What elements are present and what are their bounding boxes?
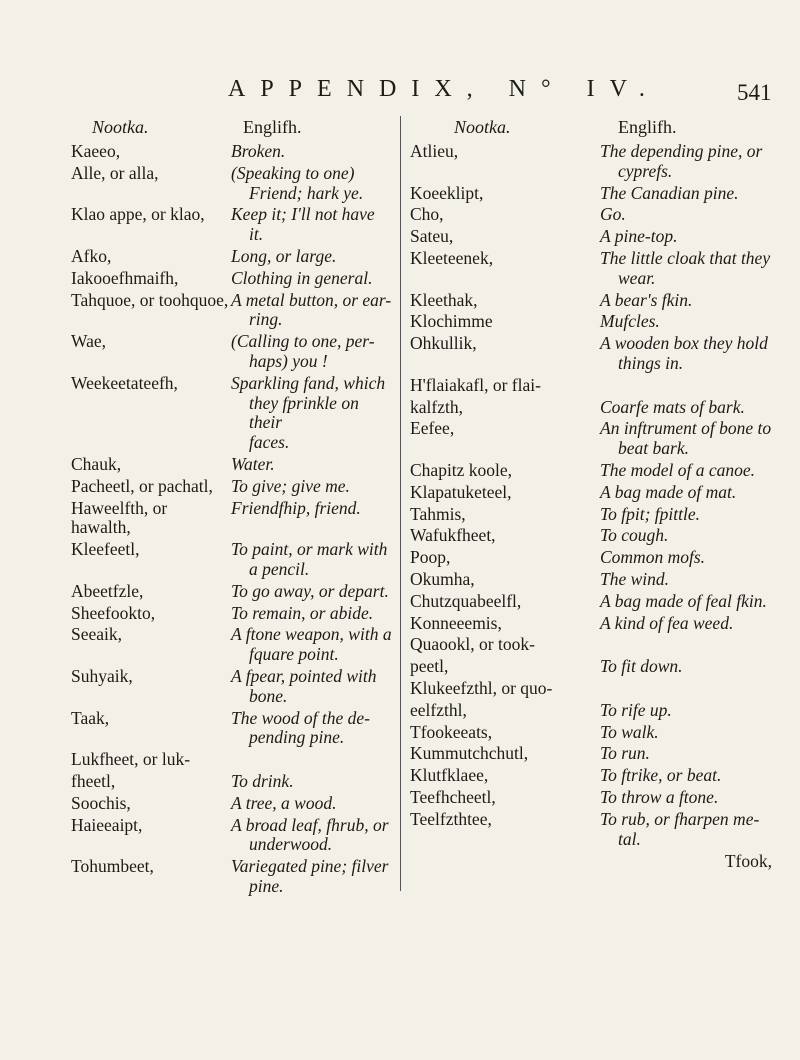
nootka-word: Kleethak, bbox=[410, 289, 478, 310]
gloss-line: Long, or large. bbox=[231, 245, 337, 266]
english-gloss bbox=[541, 376, 782, 396]
gloss-line: A bag made of mat. bbox=[600, 481, 737, 502]
gloss-line: underwood. bbox=[249, 834, 333, 855]
gloss-line: Common mofs. bbox=[600, 547, 706, 568]
nootka-word: Weekeetateefh, bbox=[71, 372, 178, 393]
gloss-line: A bear's fkin. bbox=[600, 289, 693, 310]
english-gloss bbox=[229, 540, 396, 580]
english-gloss bbox=[229, 772, 396, 792]
nootka-word: Sheefookto, bbox=[71, 602, 156, 623]
gloss-line: A pine-top. bbox=[600, 226, 678, 247]
vocabulary-entry bbox=[410, 744, 782, 764]
english-gloss bbox=[229, 374, 396, 453]
nootka-word: Wae, bbox=[71, 331, 107, 352]
english-gloss bbox=[229, 291, 396, 331]
gloss-line: To go away, or depart. bbox=[231, 580, 389, 601]
page-number: 541 bbox=[737, 80, 772, 105]
gloss-line: Friend; hark ye. bbox=[249, 182, 364, 203]
nootka-word: Tfookeeats, bbox=[410, 721, 493, 742]
nootka-word: Haieeaipt, bbox=[71, 814, 143, 835]
nootka-word: Atlieu, bbox=[410, 141, 459, 161]
english-gloss bbox=[598, 312, 782, 332]
nootka-word: eelfzthl, bbox=[410, 699, 467, 720]
gloss-line: faces. bbox=[249, 432, 290, 453]
vocabulary-entry bbox=[71, 455, 396, 475]
english-gloss bbox=[598, 291, 782, 311]
vocabulary-entry bbox=[410, 570, 782, 590]
english-gloss bbox=[229, 816, 396, 856]
english-gloss bbox=[598, 398, 782, 418]
nootka-word: Klao appe, or klao, bbox=[71, 204, 205, 225]
vocabulary-entry bbox=[410, 548, 782, 568]
nootka-word: Kummutchchutl, bbox=[410, 743, 529, 764]
gloss-line: Go. bbox=[600, 204, 626, 225]
nootka-word: kalfzth, bbox=[410, 396, 463, 417]
english-gloss bbox=[229, 142, 396, 162]
vocabulary-entry bbox=[71, 332, 396, 372]
english-gloss bbox=[598, 334, 782, 374]
gloss-line: Coarfe mats of bark. bbox=[600, 396, 745, 417]
gloss-line: To drink. bbox=[231, 770, 294, 791]
vocabulary-entry bbox=[71, 604, 396, 624]
english-gloss bbox=[598, 249, 782, 289]
gloss-line: Water. bbox=[231, 453, 275, 474]
nootka-word: Okumha, bbox=[410, 568, 475, 589]
nootka-word: Wafukfheet, bbox=[410, 525, 496, 546]
gloss-line: A fpear, pointed with bbox=[231, 665, 377, 686]
english-gloss bbox=[598, 548, 782, 568]
gloss-line: (Calling to one, per- bbox=[231, 331, 375, 352]
english-gloss bbox=[229, 857, 396, 897]
vocabulary-entry bbox=[410, 810, 782, 850]
vocabulary-entry bbox=[410, 483, 782, 503]
gloss-line: wear. bbox=[618, 267, 656, 288]
english-gloss bbox=[229, 709, 396, 749]
gloss-line: it. bbox=[249, 224, 264, 245]
vocabulary-entry bbox=[410, 398, 782, 418]
english-gloss bbox=[229, 205, 396, 245]
nootka-word: Eefee, bbox=[410, 418, 455, 439]
vocabulary-entry bbox=[410, 419, 782, 459]
vocabulary-entry bbox=[71, 374, 396, 453]
nootka-word: Sateu, bbox=[410, 226, 454, 247]
english-gloss bbox=[229, 499, 396, 539]
nootka-word: Tohumbeet, bbox=[71, 856, 154, 877]
vocabulary-entry bbox=[410, 249, 782, 289]
english-gloss bbox=[229, 269, 396, 289]
nootka-word: Teelfzthtee, bbox=[410, 808, 492, 829]
vocabulary-entry bbox=[410, 592, 782, 612]
gloss-line: cyprefs. bbox=[618, 160, 673, 181]
vocabulary-entry bbox=[410, 657, 782, 677]
gloss-line: tal. bbox=[618, 828, 641, 849]
gloss-line: To throw a ftone. bbox=[600, 786, 719, 807]
english-gloss bbox=[229, 667, 396, 707]
gloss-line: A metal button, or ear- bbox=[231, 289, 392, 310]
english-gloss bbox=[598, 184, 782, 204]
vocabulary-entry bbox=[71, 750, 396, 770]
english-gloss bbox=[229, 625, 396, 665]
gloss-line: The wood of the de- bbox=[231, 707, 371, 728]
english-gloss bbox=[598, 701, 782, 721]
gloss-line: To walk. bbox=[600, 721, 659, 742]
vocabulary-entry bbox=[410, 227, 782, 247]
nootka-word: Tahmis, bbox=[410, 503, 466, 524]
nootka-word: Poop, bbox=[410, 547, 451, 568]
vocabulary-entry bbox=[71, 205, 396, 245]
gloss-line: A bag made of feal fkin. bbox=[600, 590, 767, 611]
nootka-word: Kaeeo, bbox=[71, 141, 121, 161]
gloss-line: To fpit; fpittle. bbox=[600, 503, 700, 524]
vocabulary-entry bbox=[410, 614, 782, 634]
nootka-word: Klutfklaee, bbox=[410, 765, 489, 786]
english-gloss bbox=[598, 505, 782, 525]
gloss-line: To rub, or fharpen me- bbox=[600, 808, 760, 829]
gloss-line: fquare point. bbox=[249, 644, 339, 665]
english-gloss bbox=[229, 332, 396, 372]
english-gloss bbox=[598, 788, 782, 808]
english-gloss bbox=[598, 461, 782, 481]
gloss-line: pending pine. bbox=[249, 727, 345, 748]
right-column-head-native: Nootka. bbox=[454, 117, 511, 137]
gloss-line: To give; give me. bbox=[231, 475, 350, 496]
vocabulary-entry bbox=[71, 794, 396, 814]
english-gloss bbox=[598, 723, 782, 743]
gloss-line: (Speaking to one) bbox=[231, 162, 355, 183]
english-gloss bbox=[598, 766, 782, 786]
vocabulary-entry bbox=[410, 142, 782, 182]
vocabulary-entry bbox=[410, 334, 782, 374]
english-gloss bbox=[229, 794, 396, 814]
vocabulary-entry bbox=[410, 461, 782, 481]
english-gloss bbox=[229, 477, 396, 497]
gloss-line: A broad leaf, fhrub, or bbox=[231, 814, 389, 835]
nootka-word: Cho, bbox=[410, 204, 444, 225]
gloss-line: The wind. bbox=[600, 568, 670, 589]
left-column-head-native: Nootka. bbox=[92, 117, 149, 137]
gloss-line: To paint, or mark with bbox=[231, 539, 388, 560]
vocabulary-entry bbox=[71, 857, 396, 897]
catchword: Tfook, bbox=[724, 851, 772, 872]
nootka-word: Konneeemis, bbox=[410, 612, 502, 633]
english-gloss bbox=[598, 592, 782, 612]
nootka-word: Ohkullik, bbox=[410, 333, 477, 354]
gloss-line: To run. bbox=[600, 743, 650, 764]
nootka-word: Klukeefzthl, or quo- bbox=[410, 677, 553, 698]
gloss-line: A kind of fea weed. bbox=[600, 612, 734, 633]
gloss-line: To remain, or abide. bbox=[231, 602, 374, 623]
nootka-word: Afko, bbox=[71, 245, 112, 266]
english-gloss bbox=[598, 526, 782, 546]
vocabulary-entry bbox=[71, 247, 396, 267]
nootka-word: Lukfheet, or luk- bbox=[71, 749, 191, 770]
nootka-word: Kleefeetl, bbox=[71, 539, 140, 560]
english-gloss bbox=[598, 483, 782, 503]
vocabulary-entry bbox=[71, 816, 396, 856]
gloss-line: Clothing in general. bbox=[231, 267, 373, 288]
vocabulary-entry bbox=[71, 772, 396, 792]
vocabulary-entry bbox=[71, 499, 396, 539]
vocabulary-entry bbox=[71, 291, 396, 331]
gloss-line: To ftrike, or beat. bbox=[600, 765, 722, 786]
english-gloss bbox=[598, 657, 782, 677]
vocabulary-entry bbox=[410, 526, 782, 546]
running-title: APPENDIX, N° IV. bbox=[228, 76, 660, 102]
english-gloss bbox=[229, 247, 396, 267]
right-column-head-english: Englifh. bbox=[618, 117, 677, 137]
nootka-word: Taak, bbox=[71, 707, 110, 728]
english-gloss bbox=[598, 810, 782, 850]
gloss-line: To cough. bbox=[600, 525, 669, 546]
column-divider bbox=[400, 116, 401, 891]
gloss-line: a pencil. bbox=[249, 558, 310, 579]
vocabulary-entry bbox=[71, 269, 396, 289]
english-gloss bbox=[229, 582, 396, 602]
english-gloss bbox=[229, 164, 396, 204]
english-gloss bbox=[598, 142, 782, 182]
vocabulary-entry bbox=[410, 679, 782, 699]
vocabulary-entry bbox=[410, 723, 782, 743]
gloss-line: pine. bbox=[249, 875, 284, 896]
english-gloss bbox=[552, 679, 782, 699]
gloss-line: To fit down. bbox=[600, 656, 683, 677]
gloss-line: The little cloak that they bbox=[600, 247, 771, 268]
vocabulary-entry bbox=[71, 164, 396, 204]
nootka-word: Pacheetl, or pachatl, bbox=[71, 475, 213, 496]
gloss-line: Keep it; I'll not have bbox=[231, 204, 375, 225]
gloss-line: haps) you ! bbox=[249, 350, 328, 371]
vocabulary-entry bbox=[410, 766, 782, 786]
vocabulary-entry bbox=[410, 376, 782, 396]
gloss-line: things in. bbox=[618, 352, 684, 373]
nootka-word: Tahquoe, or toohquoe, bbox=[71, 289, 229, 310]
page-header bbox=[0, 76, 800, 106]
nootka-word: Chauk, bbox=[71, 453, 122, 474]
gloss-line: To rife up. bbox=[600, 699, 672, 720]
vocabulary-entry bbox=[71, 582, 396, 602]
gloss-line: The Canadian pine. bbox=[600, 182, 739, 203]
gloss-line: beat bark. bbox=[618, 438, 689, 459]
gloss-line: bone. bbox=[249, 685, 288, 706]
vocabulary-entry bbox=[410, 291, 782, 311]
nootka-word: Abeetfzle, bbox=[71, 580, 144, 601]
nootka-word: Seeaik, bbox=[71, 624, 123, 645]
nootka-word: fheetl, bbox=[71, 770, 116, 791]
gloss-line: Sparkling fand, which bbox=[231, 372, 386, 393]
vocabulary-entry bbox=[410, 312, 782, 332]
vocabulary-entry bbox=[71, 667, 396, 707]
nootka-word: Suhyaik, bbox=[71, 665, 133, 686]
english-gloss bbox=[598, 205, 782, 225]
nootka-word: Soochis, bbox=[71, 792, 131, 813]
nootka-word: Kleeteenek, bbox=[410, 247, 494, 268]
vocabulary-entry bbox=[410, 205, 782, 225]
gloss-line: A wooden box they hold bbox=[600, 333, 768, 354]
nootka-word: Haweelfth, or hawalth, bbox=[71, 497, 168, 538]
gloss-line: Variegated pine; filver bbox=[231, 856, 389, 877]
nootka-word: Iakooefhmaifh, bbox=[71, 267, 179, 288]
nootka-word: Koeeklipt, bbox=[410, 182, 484, 203]
english-gloss bbox=[229, 604, 396, 624]
english-gloss bbox=[598, 614, 782, 634]
nootka-word: Alle, or alla, bbox=[71, 162, 159, 183]
vocabulary-entry bbox=[410, 184, 782, 204]
nootka-word: H'flaiakafl, or flai- bbox=[410, 374, 541, 395]
gloss-line: A ftone weapon, with a bbox=[231, 624, 392, 645]
nootka-word: Klapatuketeel, bbox=[410, 481, 512, 502]
vocabulary-entry bbox=[410, 788, 782, 808]
right-vocabulary-column bbox=[410, 142, 782, 872]
vocabulary-entry bbox=[71, 625, 396, 665]
gloss-line: The depending pine, or bbox=[600, 141, 763, 161]
vocabulary-entry bbox=[410, 701, 782, 721]
gloss-line: A tree, a wood. bbox=[231, 792, 337, 813]
english-gloss bbox=[190, 750, 396, 770]
left-vocabulary-column bbox=[71, 142, 396, 899]
english-gloss bbox=[598, 419, 782, 459]
gloss-line: An inftrument of bone to bbox=[600, 418, 772, 439]
gloss-line: The model of a canoe. bbox=[600, 459, 756, 480]
nootka-word: Chutzquabeelfl, bbox=[410, 590, 522, 611]
english-gloss bbox=[535, 635, 782, 655]
gloss-line: Mufcles. bbox=[600, 311, 660, 332]
gloss-line: Broken. bbox=[231, 141, 286, 161]
nootka-word: Klochimme bbox=[410, 311, 493, 332]
nootka-word: peetl, bbox=[410, 656, 449, 677]
nootka-word: Chapitz koole, bbox=[410, 459, 513, 480]
vocabulary-entry bbox=[410, 505, 782, 525]
gloss-line: ring. bbox=[249, 309, 283, 330]
english-gloss bbox=[598, 744, 782, 764]
english-gloss bbox=[229, 455, 396, 475]
vocabulary-entry bbox=[71, 142, 396, 162]
english-gloss bbox=[598, 227, 782, 247]
english-gloss bbox=[598, 570, 782, 590]
gloss-line: Friendfhip, friend. bbox=[231, 497, 361, 518]
vocabulary-entry bbox=[71, 709, 396, 749]
left-column-head-english: Englifh. bbox=[243, 117, 302, 137]
nootka-word: Quaookl, or took- bbox=[410, 634, 535, 655]
vocabulary-entry bbox=[71, 540, 396, 580]
vocabulary-entry bbox=[410, 635, 782, 655]
nootka-word: Teefhcheetl, bbox=[410, 786, 496, 807]
gloss-line: they fprinkle on their bbox=[249, 392, 359, 433]
vocabulary-entry bbox=[71, 477, 396, 497]
